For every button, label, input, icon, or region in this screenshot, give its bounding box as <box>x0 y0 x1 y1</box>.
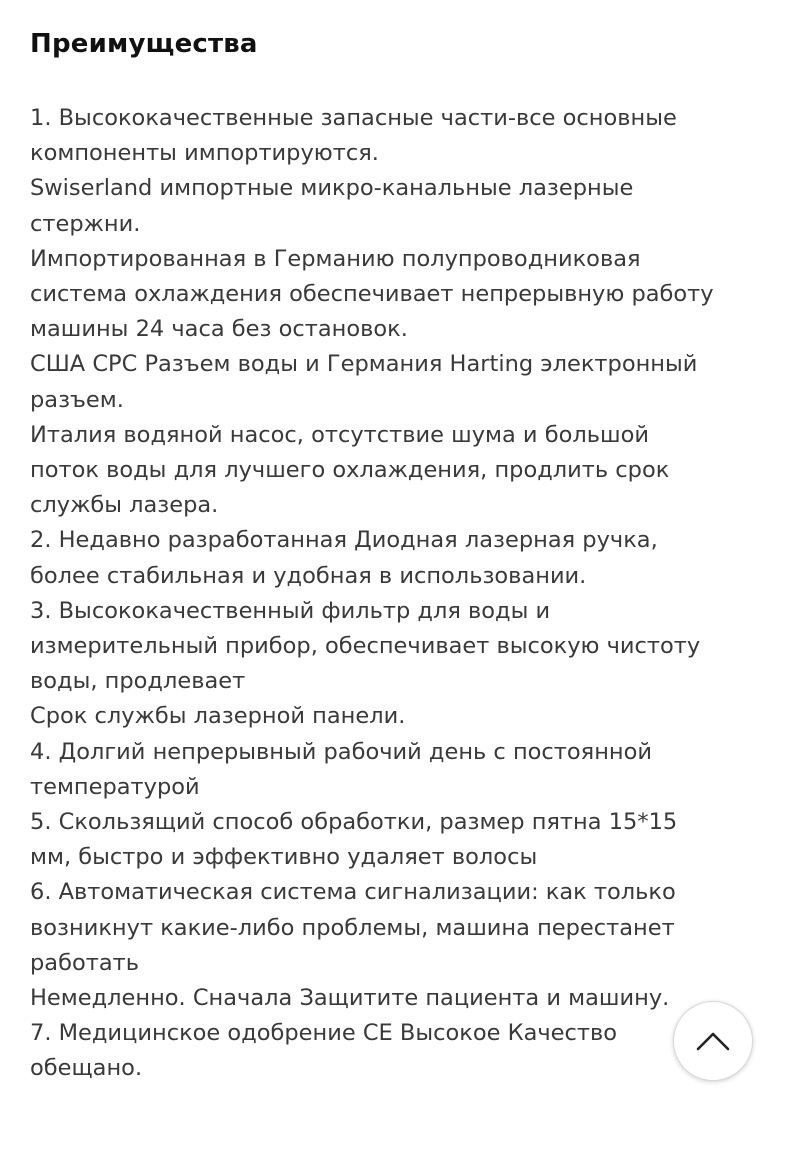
scroll-to-top-button[interactable] <box>673 1001 753 1081</box>
text-line: США CPC Разъем воды и Германия Harting электронный <box>30 351 698 378</box>
chevron-up-icon <box>696 1031 730 1051</box>
text-line: 2. Недавно разработанная Диодная лазерная ручка, <box>30 527 658 554</box>
text-line: система охлаждения обеспечивает непрерывную работу <box>30 281 714 308</box>
text-line: машины 24 часа без остановок. <box>30 316 408 343</box>
text-line: измерительный прибор, обеспечивает высокую чистоту <box>30 633 701 660</box>
text-line: Импортированная в Германию полупроводниковая <box>30 245 641 272</box>
text-line: 6. Автоматическая система сигнализации: как только <box>30 879 676 906</box>
text-line: работать <box>30 949 139 976</box>
text-line: 5. Скользящий способ обработки, размер пятна 15*15 <box>30 809 678 836</box>
text-line: разъем. <box>30 386 124 413</box>
text-line: стержни. <box>30 210 141 237</box>
text-line: Swiserland импортные микро-канальные лазерные <box>30 175 634 202</box>
text-line: Срок службы лазерной панели. <box>30 703 406 730</box>
text-line: воды, продлевает <box>30 668 246 695</box>
text-line: компоненты импортируются. <box>30 140 379 167</box>
text-line: 4. Долгий непрерывный рабочий день с постоянной <box>30 738 653 765</box>
text-line: 7. Медицинское одобрение CE Высокое Качество <box>30 1020 618 1047</box>
text-line: мм, быстро и эффективно удаляет волосы <box>30 844 538 871</box>
text-line: службы лазера. <box>30 492 219 519</box>
text-line: 3. Высококачественный фильтр для воды и <box>30 597 551 624</box>
text-line: 1. Высококачественные запасные части-все основные <box>30 105 677 131</box>
text-line: более стабильная и удобная в использовании. <box>30 562 587 589</box>
text-line: обещано. <box>30 1055 143 1082</box>
text-line: Немедленно. Сначала Защитите пациента и машину. <box>30 985 670 1012</box>
text-line: Италия водяной насос, отсутствие шума и большой <box>30 421 649 448</box>
text-line: температурой <box>30 773 200 800</box>
section-title: Преимущества <box>30 29 258 59</box>
text-line: возникнут какие-либо проблемы, машина перестанет <box>30 914 675 941</box>
text-line: поток воды для лучшего охлаждения, продлить срок <box>30 457 670 484</box>
advantages-text <box>30 101 770 1087</box>
